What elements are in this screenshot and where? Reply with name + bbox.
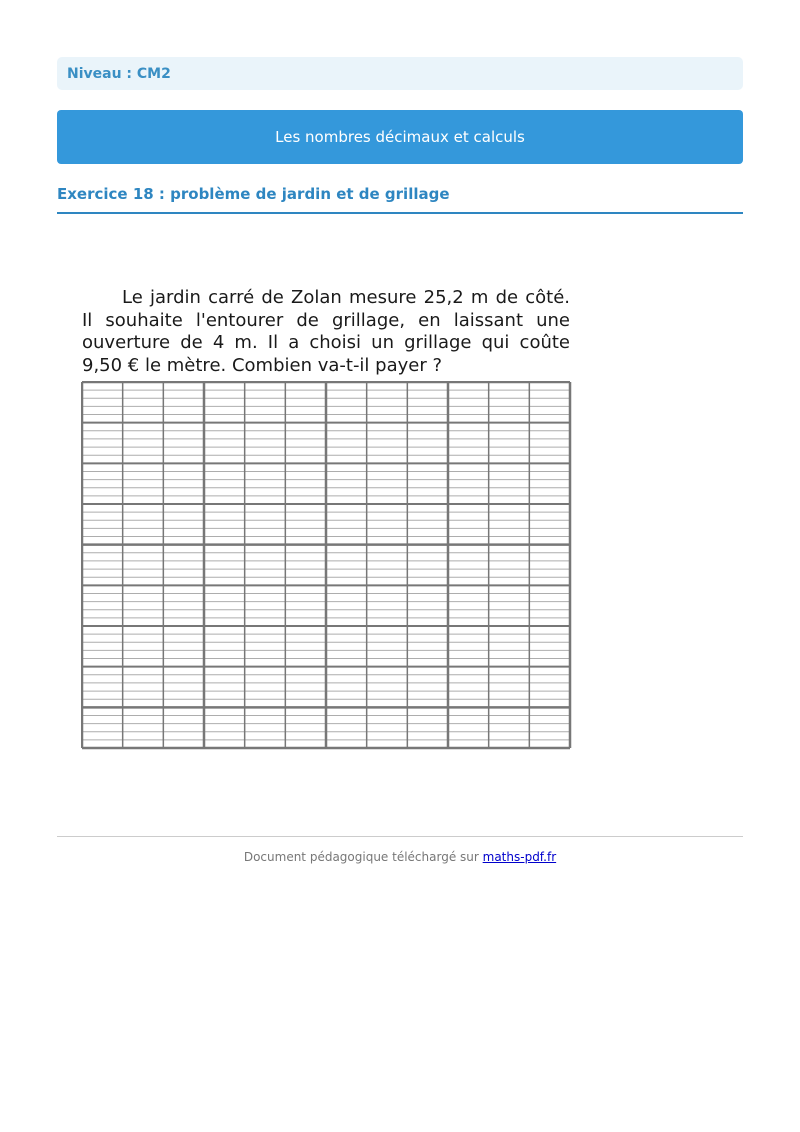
footer-link[interactable]: maths-pdf.fr <box>482 850 557 864</box>
answer-grid <box>81 381 572 751</box>
topic-title: Les nombres décimaux et calculs <box>275 128 525 146</box>
level-box <box>57 57 743 90</box>
exercise-title: Exercice 18 : problème de jardin et de grillage <box>57 185 450 203</box>
level-label: Niveau : CM2 <box>67 65 171 82</box>
problem-statement: Le jardin carré de Zolan mesure 25,2 m de côté. Il souhaite l'entourer de grillage, en laissant une ouverture de 4 m. Il a choisi un grillage qui coûte 9,50 € le mètre. Combien va-t-il payer ? <box>82 287 570 376</box>
topic-banner <box>57 110 743 164</box>
footer-text: Document pédagogique téléchargé sur <box>243 850 483 864</box>
footer-divider <box>57 836 743 837</box>
title-divider <box>57 212 743 214</box>
footer <box>57 850 743 864</box>
